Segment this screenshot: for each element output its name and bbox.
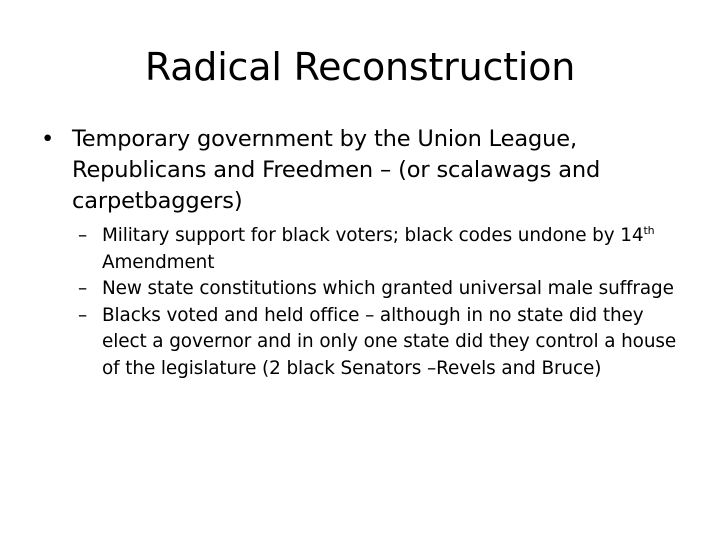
sub-bullet-text [102, 225, 655, 273]
sub-bullet-item [36, 276, 684, 303]
bullet-text: Temporary government by the Union League, Republicans and Freedmen – (or scalawags and carpetbaggers) [72, 126, 601, 214]
superscript: th [643, 223, 655, 237]
sub-bullet-text-part: Military support for black voters; black codes undone by 14 [102, 225, 644, 246]
bullet-marker: • [41, 126, 55, 152]
sub-bullet-marker: – [78, 278, 88, 299]
sub-bullet-text: Blacks voted and held office – although in no state did they elect a governor and in only one state did they control a house of the legislature (2 black Senators –Revels and Bruce) [102, 304, 677, 379]
slide-title: Radical Reconstruction [144, 45, 576, 89]
sub-bullet-list [36, 223, 684, 382]
sub-bullet-marker: – [78, 304, 88, 326]
sub-bullet-item [36, 223, 684, 276]
sub-bullet-marker: – [78, 225, 88, 246]
sub-bullet-text: New state constitutions which granted universal male suffrage [102, 278, 674, 299]
bullet-item [36, 124, 684, 217]
sub-bullet-text-part: Amendment [102, 251, 215, 273]
sub-bullet-item [36, 303, 684, 383]
slide-body [36, 124, 684, 382]
